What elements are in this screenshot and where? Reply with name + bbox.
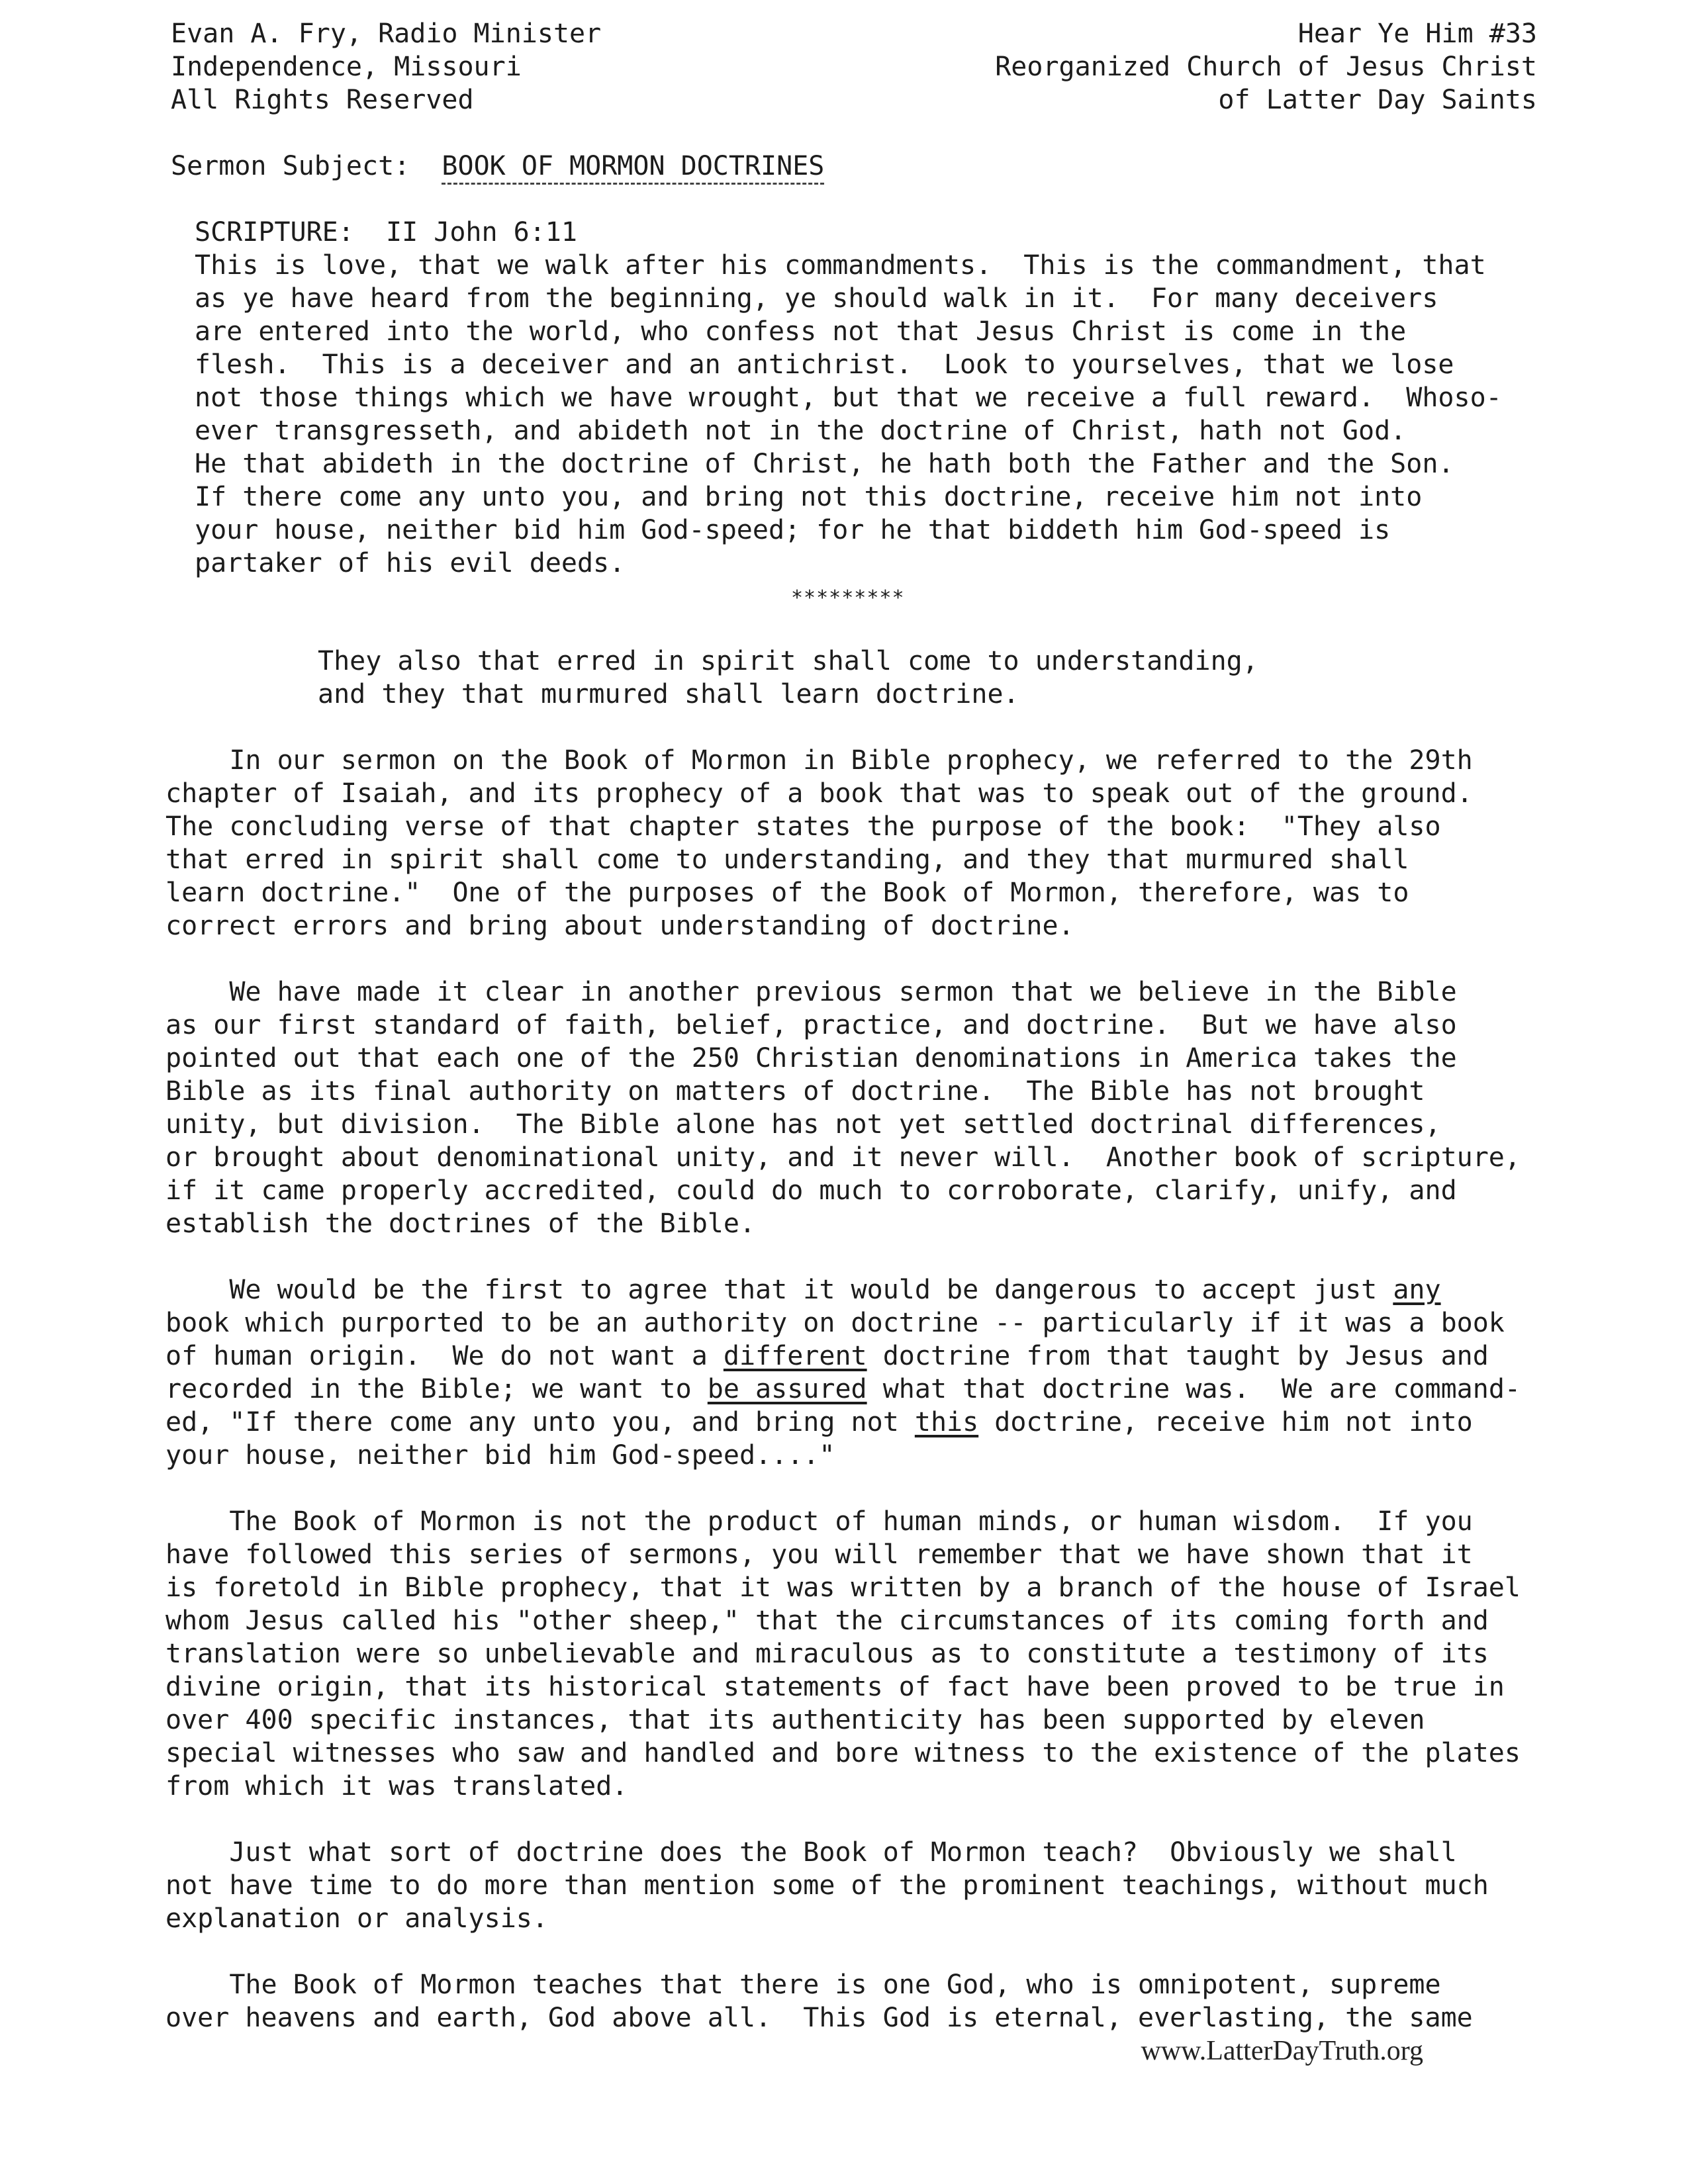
rights-line: All Rights Reserved xyxy=(171,85,474,115)
paragraph-4 xyxy=(165,1505,1542,1803)
sermon-subject xyxy=(171,150,824,183)
paragraph-line: book which purported to be an authority on doctrine -- particularly if it was a book xyxy=(165,1308,1505,1338)
church-name-line-1: Reorganized Church of Jesus Christ xyxy=(995,52,1537,82)
underlined-word: this xyxy=(914,1407,979,1437)
paragraph-line xyxy=(165,1373,1542,1406)
paragraph-line: from which it was translated. xyxy=(165,1771,628,1801)
author-line: Evan A. Fry, Radio Minister xyxy=(171,19,602,49)
paragraph-line: Bible as its final authority on matters of doctrine. The Bible has not brought xyxy=(165,1076,1425,1107)
text-run: doctrine from that taught by Jesus and xyxy=(867,1341,1489,1371)
paragraph-line: over heavens and earth, God above all. This God is eternal, everlasting, the same xyxy=(165,2003,1473,2033)
paragraph-line: unity, but division. The Bible alone has not yet settled doctrinal differences, xyxy=(165,1109,1441,1140)
paragraph-1 xyxy=(165,744,1542,942)
paragraph-line: chapter of Isaiah, and its prophecy of a book that was to speak out of the ground. xyxy=(165,778,1473,809)
paragraph-line: not have time to do more than mention some of the prominent teachings, without much xyxy=(165,1870,1489,1901)
paragraph-line: We have made it clear in another previous sermon that we believe in the Bible xyxy=(165,977,1457,1007)
scripture-line: your house, neither bid him God-speed; for he that biddeth him God-speed is xyxy=(195,515,1391,545)
paragraph-3 xyxy=(165,1273,1542,1472)
paragraph-line: In our sermon on the Book of Mormon in Bible prophecy, we referred to the 29th xyxy=(165,745,1473,776)
scripture-line: If there come any unto you, and bring not this doctrine, receive him not into xyxy=(195,482,1423,512)
paragraph-6 xyxy=(165,1968,1542,2034)
author-block xyxy=(171,17,601,116)
paragraph-line: as our first standard of faith, belief, practice, and doctrine. But we have also xyxy=(165,1010,1457,1040)
paragraph-line: have followed this series of sermons, you will remember that we have shown that it xyxy=(165,1539,1473,1570)
subject-label: Sermon Subject: xyxy=(171,151,410,181)
quote-line: They also that erred in spirit shall come to understanding, xyxy=(318,646,1258,676)
paragraph-2 xyxy=(165,976,1542,1240)
paragraph-line: divine origin, that its historical statements of fact have been proved to be true in xyxy=(165,1672,1505,1702)
scripture-line: as ye have heard from the beginning, ye should walk in it. For many deceivers xyxy=(195,283,1438,314)
text-run: of human origin. We do not want a xyxy=(165,1341,724,1371)
paragraph-line: explanation or analysis. xyxy=(165,1903,548,1934)
paragraph-line: correct errors and bring about understanding of doctrine. xyxy=(165,911,1074,941)
text-run: We would be the first to agree that it would be dangerous to accept just xyxy=(165,1275,1393,1305)
scripture-line: ever transgresseth, and abideth not in the doctrine of Christ, hath not God. xyxy=(195,416,1407,446)
paragraph-line: learn doctrine." One of the purposes of the Book of Mormon, therefore, was to xyxy=(165,878,1409,908)
subject-title: BOOK OF MORMON DOCTRINES xyxy=(442,151,824,185)
separator: ********* xyxy=(791,586,905,610)
paragraph-line: establish the doctrines of the Bible. xyxy=(165,1208,756,1239)
paragraph-line xyxy=(165,1406,1542,1439)
scripture-line: flesh. This is a deceiver and an antichrist. Look to yourselves, that we lose xyxy=(195,349,1454,380)
text-run: what that doctrine was. We are command- xyxy=(867,1374,1521,1404)
location-line: Independence, Missouri xyxy=(171,52,522,82)
paragraph-line xyxy=(165,1340,1542,1373)
paragraph-line: whom Jesus called his "other sheep," that the circumstances of its coming forth and xyxy=(165,1606,1489,1636)
website-footer: www.LatterDayTruth.org xyxy=(1141,2036,1423,2066)
scripture-block xyxy=(195,216,1558,580)
paragraph-line: over 400 specific instances, that its authenticity has been supported by eleven xyxy=(165,1705,1425,1735)
paragraph-line: The Book of Mormon is not the product of human minds, or human wisdom. If you xyxy=(165,1506,1473,1537)
text-run: doctrine, receive him not into xyxy=(978,1407,1473,1437)
underlined-word: any xyxy=(1393,1275,1441,1305)
paragraph-line: or brought about denominational unity, and it never will. Another book of scripture, xyxy=(165,1142,1521,1173)
scripture-reference: SCRIPTURE: II John 6:11 xyxy=(195,217,577,248)
quote-line: and they that murmured shall learn doctrine. xyxy=(318,679,1019,709)
underlined-word: different xyxy=(723,1341,867,1371)
paragraph-line: The concluding verse of that chapter states the purpose of the book: "They also xyxy=(165,811,1441,842)
paragraph-line: special witnesses who saw and handled and bore witness to the existence of the plates xyxy=(165,1738,1521,1768)
paragraph-line: is foretold in Bible prophecy, that it was written by a branch of the house of Israel xyxy=(165,1572,1521,1603)
paragraph-line: if it came properly accredited, could do much to corroborate, clarify, unify, and xyxy=(165,1175,1457,1206)
paragraph-line: your house, neither bid him God-speed...." xyxy=(165,1440,835,1471)
scripture-line: are entered into the world, who confess not that Jesus Christ is come in the xyxy=(195,316,1407,347)
series-block xyxy=(995,17,1537,116)
paragraph-line: pointed out that each one of the 250 Christian denominations in America takes the xyxy=(165,1043,1457,1073)
scripture-line: partaker of his evil deeds. xyxy=(195,548,626,578)
paragraph-line: that erred in spirit shall come to understanding, and they that murmured shall xyxy=(165,844,1409,875)
series-number: Hear Ye Him #33 xyxy=(1297,19,1537,49)
text-run: ed, "If there come any unto you, and bring not xyxy=(165,1407,915,1437)
scripture-line: This is love, that we walk after his commandments. This is the commandment, that xyxy=(195,250,1486,281)
scripture-line: not those things which we have wrought, but that we receive a full reward. Whoso- xyxy=(195,383,1502,413)
paragraph-line xyxy=(165,1273,1542,1306)
church-name-line-2: of Latter Day Saints xyxy=(1218,85,1537,115)
scripture-line: He that abideth in the doctrine of Christ, he hath both the Father and the Son. xyxy=(195,449,1454,479)
paragraph-line: translation were so unbelievable and miraculous as to constitute a testimony of its xyxy=(165,1639,1489,1669)
paragraph-line: The Book of Mormon teaches that there is one God, who is omnipotent, supreme xyxy=(165,1970,1441,2000)
paragraph-5 xyxy=(165,1836,1542,1935)
underlined-word: be assured xyxy=(707,1374,867,1404)
text-run: recorded in the Bible; we want to xyxy=(165,1374,708,1404)
paragraph-line: Just what sort of doctrine does the Book of Mormon teach? Obviously we shall xyxy=(165,1837,1457,1868)
opening-quote xyxy=(318,645,1258,711)
